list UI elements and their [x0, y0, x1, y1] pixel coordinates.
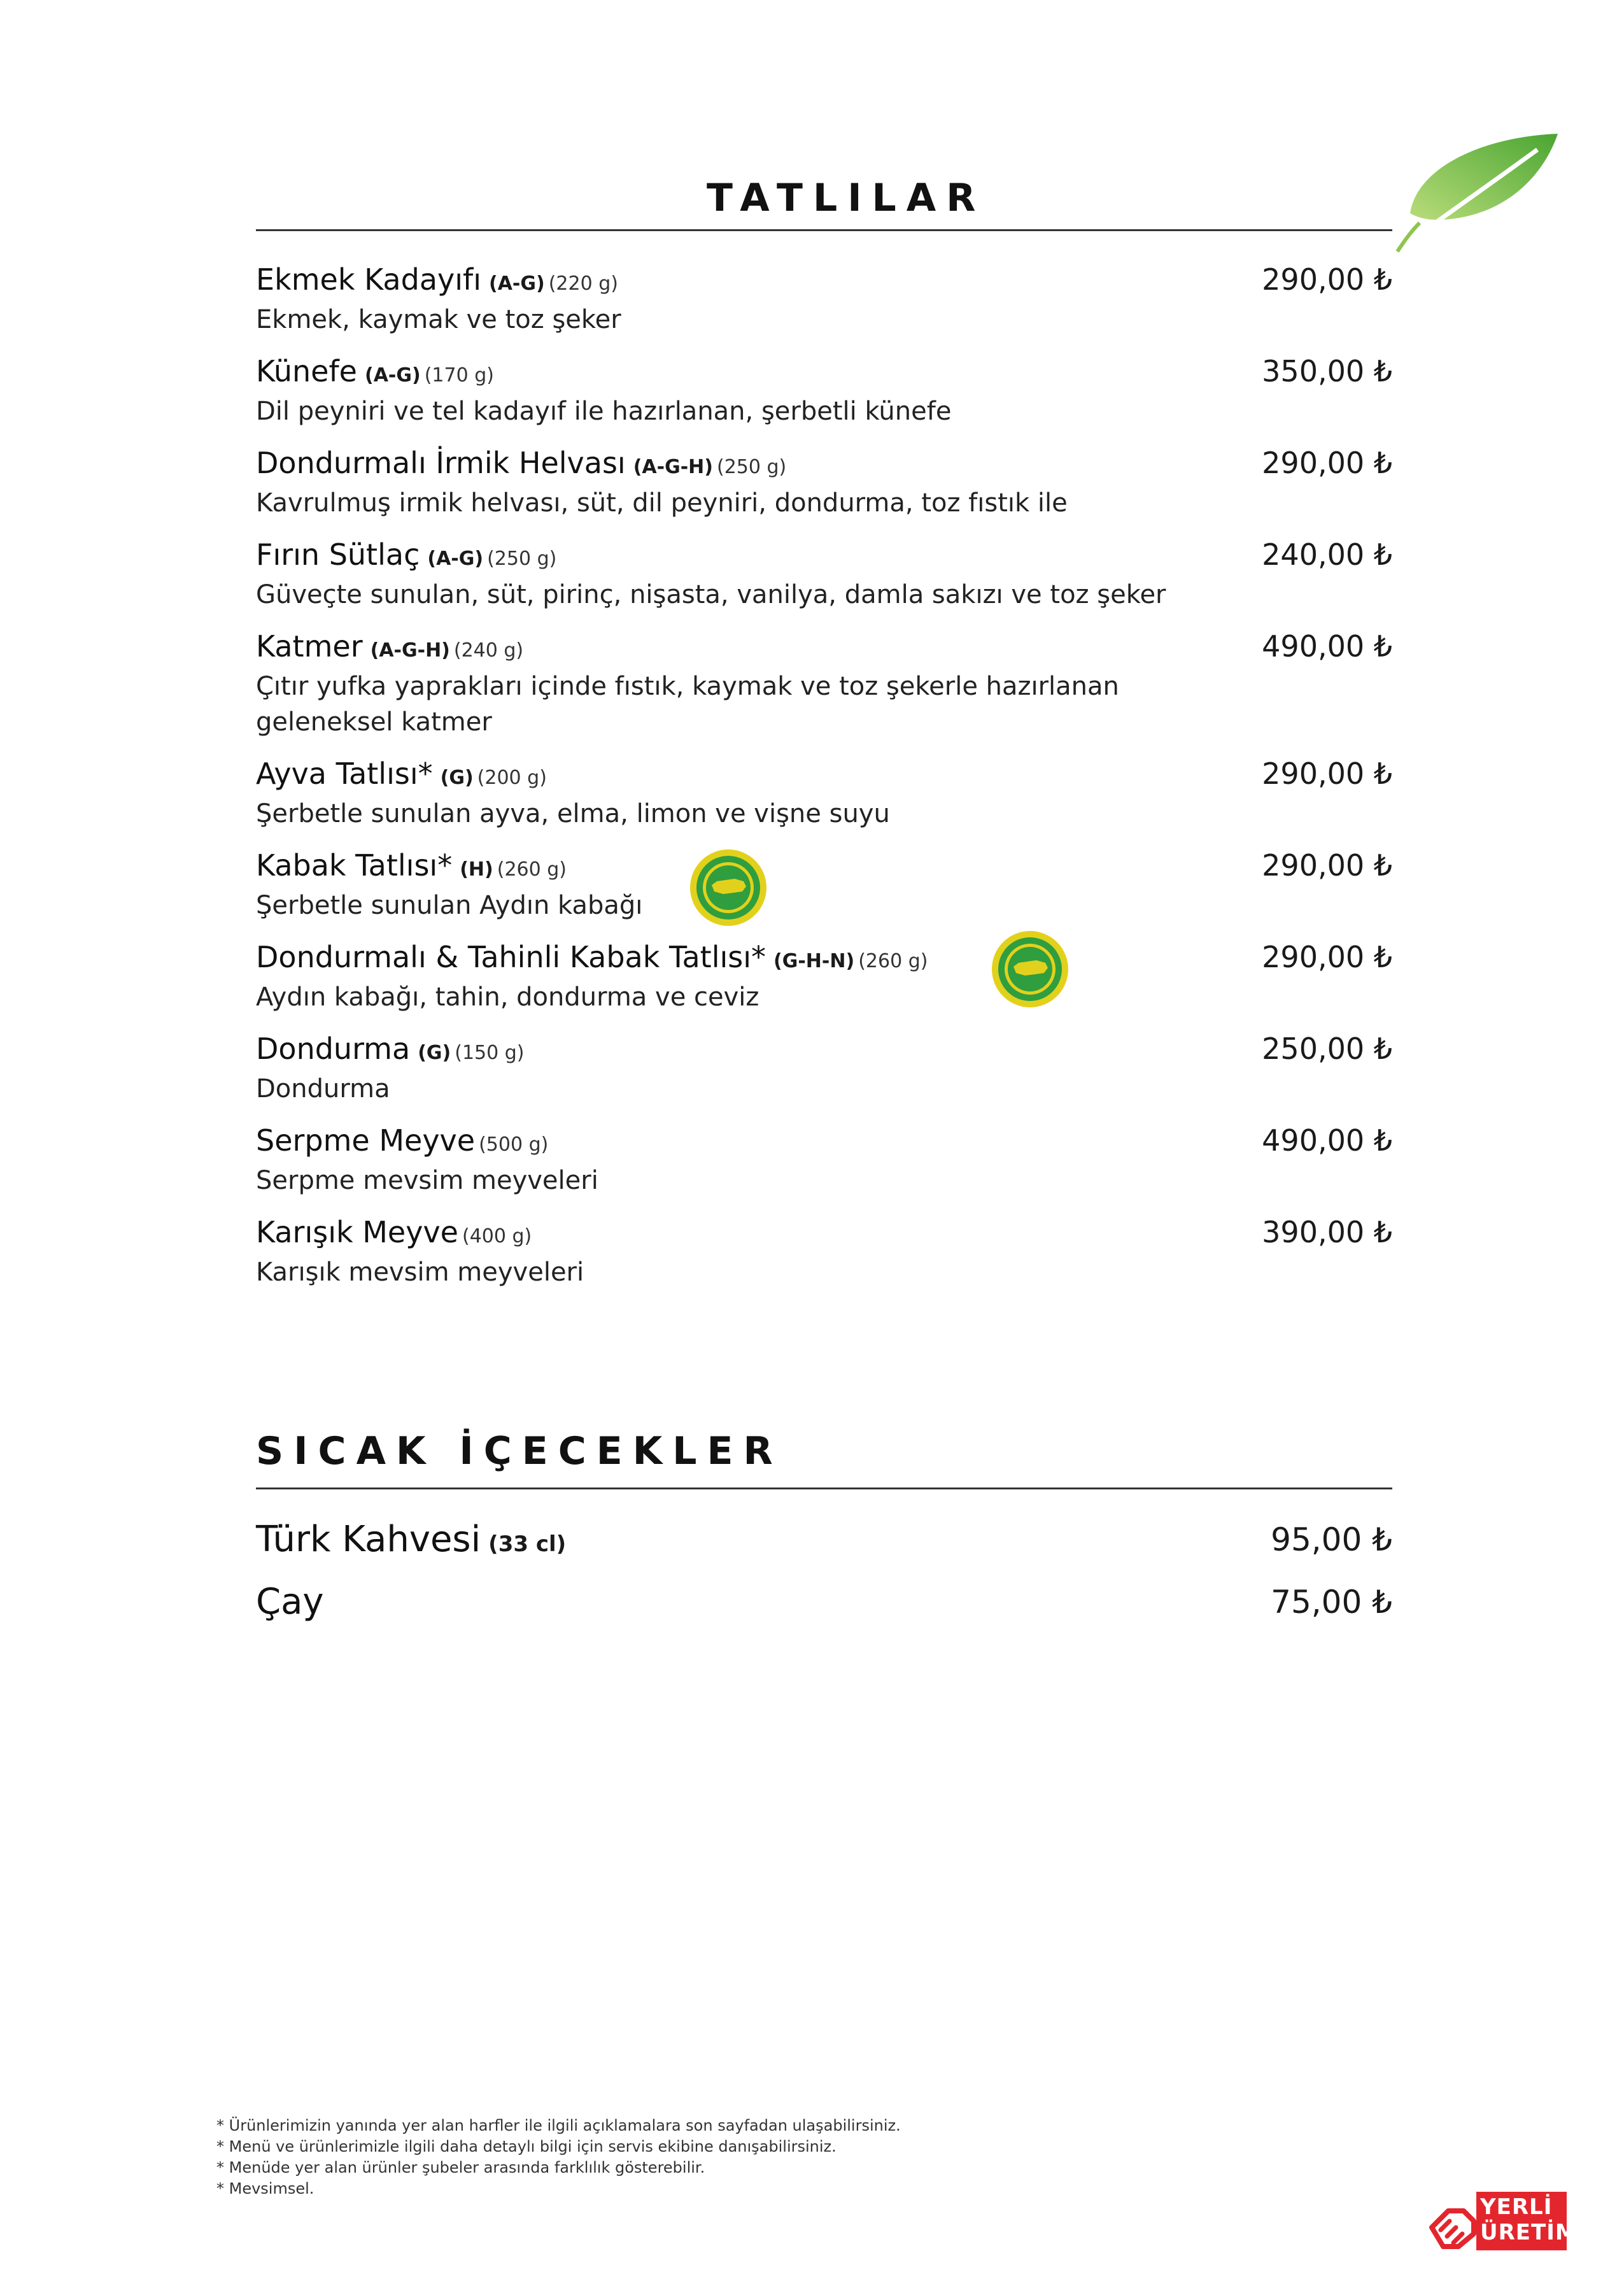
item-name: Ekmek Kadayıfı — [256, 262, 481, 297]
menu-item — [256, 1123, 1392, 1198]
badge-line-1: YERLİ — [1480, 2194, 1553, 2220]
menu-item — [256, 262, 1392, 337]
item-portion: (220 g) — [548, 273, 618, 295]
item-name: Dondurmalı İrmik Helvası — [256, 446, 626, 480]
item-description: Şerbetle sunulan Aydın kabağı — [256, 891, 643, 920]
footnote: * Ürünlerimizin yanında yer alan harfler ile ilgili açıklamalara son sayfadan ulaşabilirsiniz. — [216, 2117, 901, 2134]
menu-item — [256, 1519, 1392, 1565]
item-price: 290,00 ₺ — [1262, 940, 1392, 974]
item-price: 490,00 ₺ — [1262, 629, 1392, 664]
item-name: Karışık Meyve — [256, 1215, 458, 1249]
item-portion: (33 cl) — [488, 1531, 567, 1557]
item-name: Çay — [256, 1581, 324, 1622]
item-description: Karışık mevsim meyveleri — [256, 1258, 584, 1287]
allergen-code: (G) — [418, 1042, 451, 1064]
menu-item — [256, 1581, 1392, 1623]
item-portion: (250 g) — [487, 548, 557, 570]
menu-item — [256, 354, 1392, 429]
section-title-sicak-icecekler: SICAK İÇECEKLER — [256, 1429, 783, 1473]
section-title-tatlilar: TATLILAR — [707, 176, 986, 220]
item-description: Ekmek, kaymak ve toz şeker — [256, 305, 621, 334]
geographical-indication-seal-icon — [991, 930, 1070, 1009]
item-description: geleneksel katmer — [256, 707, 492, 737]
item-portion: (240 g) — [453, 639, 524, 662]
item-portion: (500 g) — [479, 1133, 549, 1156]
item-description: Aydın kabağı, tahin, dondurma ve ceviz — [256, 983, 759, 1012]
menu-item — [256, 446, 1392, 520]
footnote: * Mevsimsel. — [216, 2180, 314, 2197]
item-name: Ayva Tatlısı* — [256, 756, 433, 791]
item-name: Fırın Sütlaç — [256, 537, 420, 572]
item-portion: (260 g) — [858, 950, 928, 972]
item-portion: (170 g) — [424, 364, 494, 387]
item-portion: (260 g) — [497, 858, 567, 881]
section-divider — [256, 229, 1392, 231]
allergen-code: (G-H-N) — [773, 950, 855, 972]
item-name: Künefe — [256, 354, 357, 388]
item-description: Dondurma — [256, 1074, 390, 1104]
item-price: 95,00 ₺ — [1271, 1521, 1392, 1558]
footnote: * Menü ve ürünlerimizle ilgili daha detaylı bilgi için servis ekibine danışabilirsiniz. — [216, 2138, 837, 2155]
footnotes — [216, 2115, 901, 2199]
item-description: Kavrulmuş irmik helvası, süt, dil peyniri, dondurma, toz fıstık ile — [256, 488, 1068, 518]
item-description: Dil peyniri ve tel kadayıf ile hazırlanan, şerbetli künefe — [256, 397, 952, 426]
item-price: 240,00 ₺ — [1262, 537, 1392, 572]
menu-item — [256, 940, 1392, 1014]
menu-item — [256, 537, 1392, 612]
item-price: 75,00 ₺ — [1271, 1584, 1392, 1621]
item-portion: (250 g) — [717, 456, 787, 478]
item-price: 350,00 ₺ — [1262, 354, 1392, 388]
item-portion: (150 g) — [455, 1042, 525, 1064]
item-portion: (200 g) — [477, 767, 547, 789]
item-portion: (400 g) — [462, 1225, 532, 1247]
badge-line-2: ÜRETİM — [1480, 2220, 1578, 2245]
yerli-uretim-badge-icon — [1429, 2192, 1578, 2250]
item-price: 290,00 ₺ — [1262, 848, 1392, 883]
item-name: Serpme Meyve — [256, 1123, 476, 1158]
section-divider — [256, 1487, 1392, 1489]
allergen-code: (A-G) — [364, 364, 421, 387]
item-price: 490,00 ₺ — [1262, 1123, 1392, 1158]
menu-item — [256, 848, 1392, 923]
allergen-code: (A-G-H) — [633, 456, 713, 478]
menu-item — [256, 629, 1392, 739]
allergen-code: (G) — [440, 767, 474, 789]
item-name: Dondurma — [256, 1032, 411, 1066]
item-name: Katmer — [256, 629, 363, 664]
menu-item — [256, 756, 1392, 831]
leaf-icon — [1391, 131, 1563, 258]
item-price: 290,00 ₺ — [1262, 262, 1392, 297]
item-description: Güveçte sunulan, süt, pirinç, nişasta, vanilya, damla sakızı ve toz şeker — [256, 580, 1166, 609]
item-price: 250,00 ₺ — [1262, 1032, 1392, 1066]
item-price: 290,00 ₺ — [1262, 756, 1392, 791]
allergen-code: (H) — [460, 858, 493, 881]
item-description: Çıtır yufka yaprakları içinde fıstık, kaymak ve toz şekerle hazırlanan — [256, 672, 1119, 701]
item-name: Dondurmalı & Tahinli Kabak Tatlısı* — [256, 940, 766, 974]
item-name: Türk Kahvesi — [256, 1519, 481, 1560]
item-price: 290,00 ₺ — [1262, 446, 1392, 480]
menu-item — [256, 1032, 1392, 1106]
allergen-code: (A-G-H) — [370, 639, 450, 662]
allergen-code: (A-G) — [488, 273, 545, 295]
geographical-indication-seal-icon — [689, 848, 768, 927]
item-name: Kabak Tatlısı* — [256, 848, 453, 883]
footnote: * Menüde yer alan ürünler şubeler arasında farklılık gösterebilir. — [216, 2159, 705, 2176]
item-description: Şerbetle sunulan ayva, elma, limon ve vişne suyu — [256, 799, 890, 828]
menu-item — [256, 1215, 1392, 1289]
item-price: 390,00 ₺ — [1262, 1215, 1392, 1249]
item-description: Serpme mevsim meyveleri — [256, 1166, 598, 1195]
allergen-code: (A-G) — [427, 548, 484, 570]
